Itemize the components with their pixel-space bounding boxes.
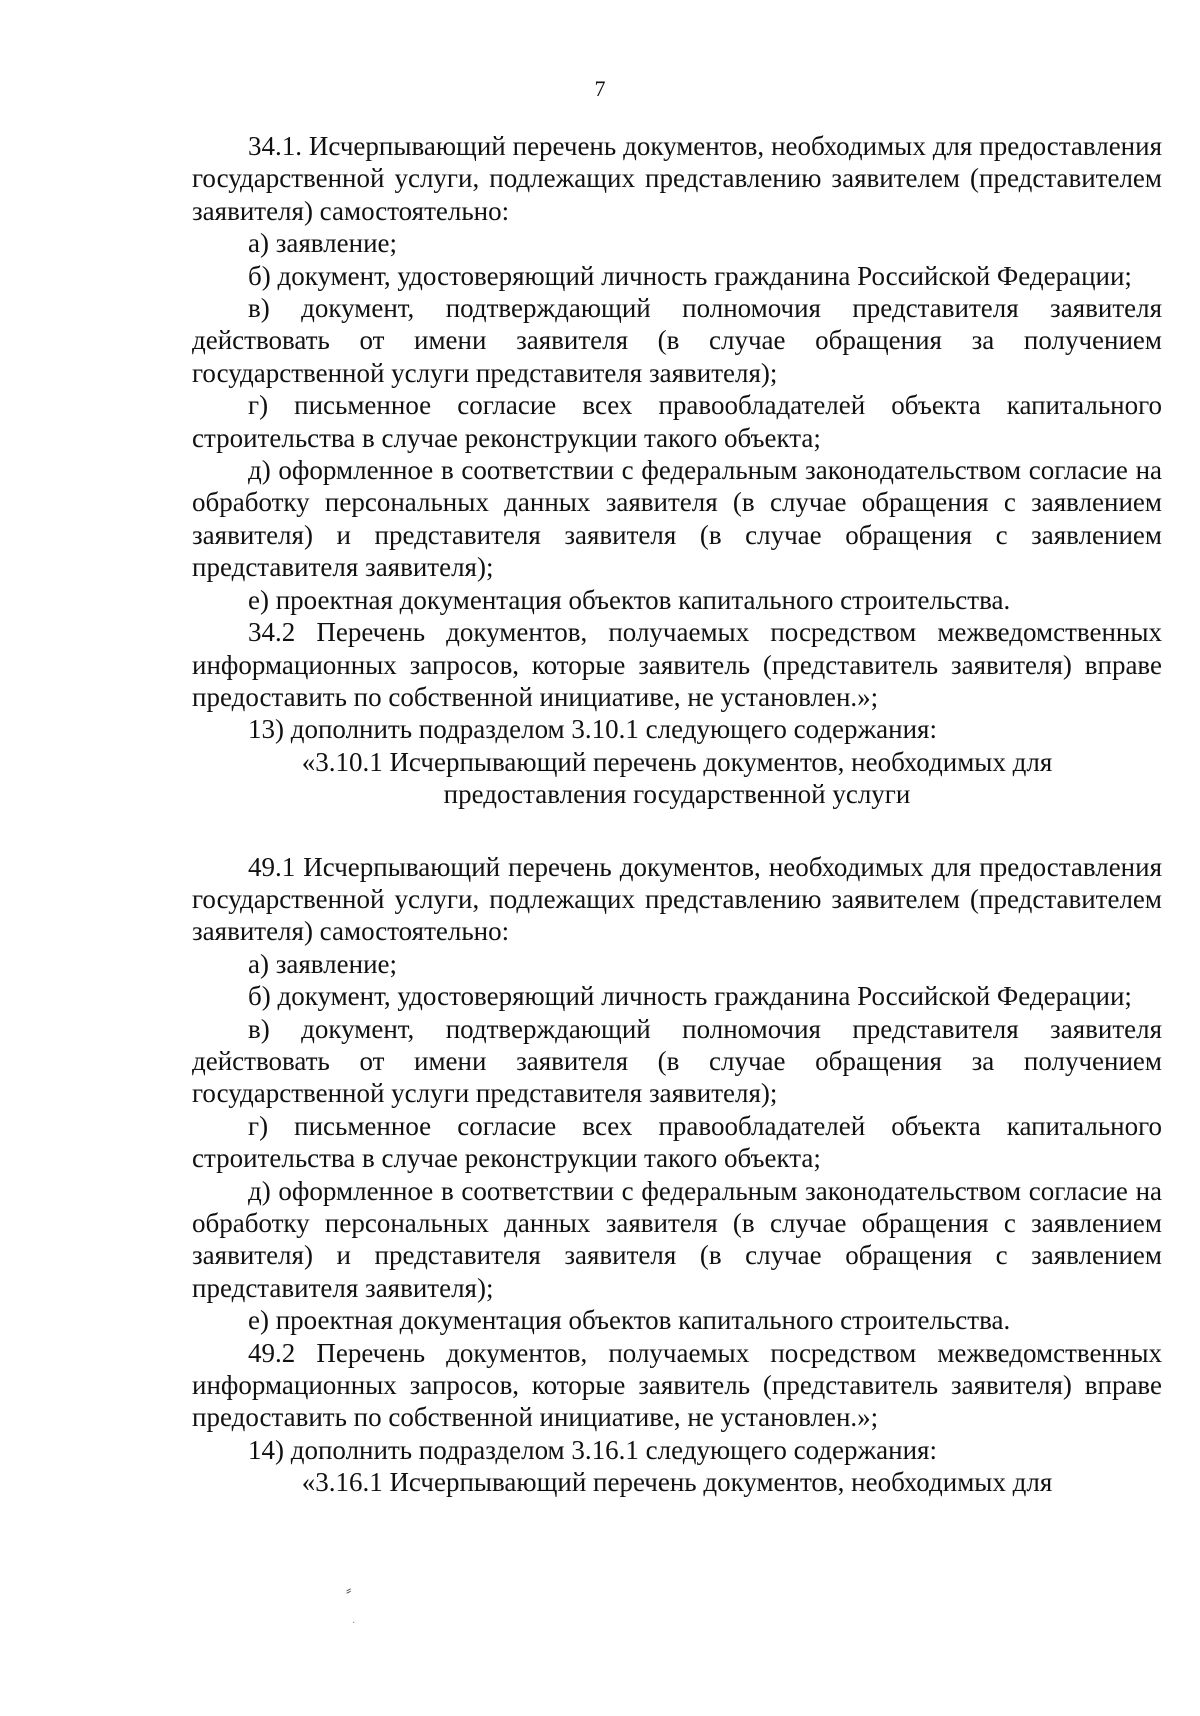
subsection-heading-3-10-1: «3.10.1 Исчерпывающий перечень документов, необходимых для предоставления государственной услуги [301, 746, 1053, 810]
page-number: 7 [594, 76, 606, 101]
paragraph-49-1: 49.1 Исчерпывающий перечень документов, необходимых для предоставления государственной услуги, подлежащих представлению заявителем (представителем заявителя) самостоятельно: [192, 851, 1162, 947]
list-item-e: е) проектная документация объектов капитального строительства. [248, 584, 1011, 615]
list-item-d: д) оформленное в соответствии с федеральным законодательством согласие на обработку персональных данных заявителя (в случае обращения с заявлением заявителя) и представителя заявителя (в случае обращения с заявлением представителя заявителя); [192, 1175, 1162, 1303]
list-item-v: в) документ, подтверждающий полномочия представителя заявителя действовать от имени заявителя (в случае обращения за получением государственной услуги представителя заявителя); [192, 293, 1162, 388]
paragraph-34-2: 34.2 Перечень документов, получаемых посредством межведомственных информационных запросов, которые заявитель (представитель заявителя) вправе предоставить по собственной инициативе, не установлен.»; [192, 617, 1162, 712]
subsection-heading-3-16-1: «3.16.1 Исчерпывающий перечень документов, необходимых для [301, 1467, 1053, 1498]
scan-speck: ⸗ [346, 1582, 352, 1599]
amendment-14: 14) дополнить подразделом 3.16.1 следующего содержания: [248, 1434, 937, 1465]
list-item-b: б) документ, удостоверяющий личность гражданина Российской Федерации; [248, 981, 1132, 1012]
list-item-a: а) заявление; [248, 948, 398, 979]
document-body [192, 130, 1162, 1499]
scan-speck: · [352, 1618, 356, 1629]
paragraph-34-1: 34.1. Исчерпывающий перечень документов, необходимых для предоставления государственной услуги, подлежащих представлению заявителем (представителем заявителя) самостоятельно: [192, 131, 1162, 226]
spacer [192, 811, 1162, 851]
list-item-d: д) оформленное в соответствии с федеральным законодательством согласие на обработку персональных данных заявителя (в случае обращения с заявлением заявителя) и представителя заявителя (в случае обращения с заявлением представителя заявителя); [192, 455, 1162, 583]
list-item-a: а) заявление; [248, 228, 398, 259]
paragraph-49-2: 49.2 Перечень документов, получаемых посредством межведомственных информационных запросов, которые заявитель (представитель заявителя) вправе предоставить по собственной инициативе, не установлен.»; [192, 1337, 1162, 1433]
amendment-13: 13) дополнить подразделом 3.10.1 следующего содержания: [248, 714, 937, 745]
list-item-v: в) документ, подтверждающий полномочия представителя заявителя действовать от имени заявителя (в случае обращения за получением государственной услуги представителя заявителя); [192, 1013, 1162, 1109]
list-item-b: б) документ, удостоверяющий личность гражданина Российской Федерации; [248, 260, 1132, 291]
list-item-g: г) письменное согласие всех правообладателей объекта капитального строительства в случае реконструкции такого объекта; [192, 390, 1162, 453]
list-item-g: г) письменное согласие всех правообладателей объекта капитального строительства в случае реконструкции такого объекта; [192, 1110, 1162, 1174]
list-item-e: е) проектная документация объектов капитального строительства. [248, 1305, 1011, 1336]
